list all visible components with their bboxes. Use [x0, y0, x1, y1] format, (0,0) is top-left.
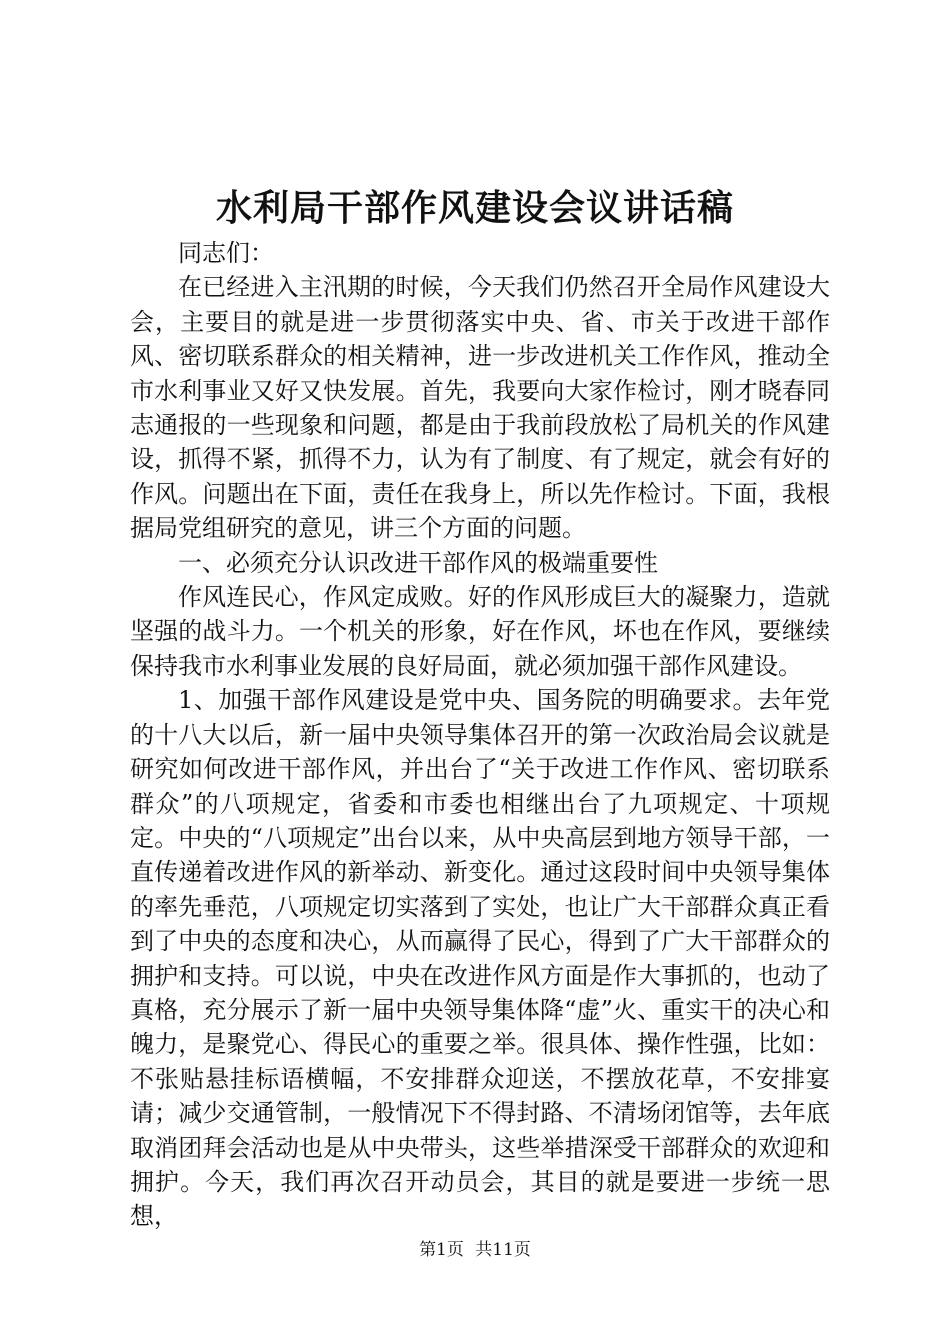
document-body — [130, 236, 830, 1234]
point-1-paragraph: 1、加强干部作风建设是党中央、国务院的明确要求。去年党的十八大以后，新一届中央领导集体召开的第一次政治局会议就是研究如何改进干部作风，并出台了“关于改进工作作风、密切联系群众”的八项规定，省委和市委也相继出台了九项规定、十项规定。中央的“八项规定”出台以来，从中央高层到地方领导干部，一直传递着改进作风的新举动、新变化。通过这段时间中央领导集体的率先垂范，八项规定切实落到了实处，也让广大干部群众真正看到了中央的态度和决心，从而赢得了民心，得到了广大干部群众的拥护和支持。可以说，中央在改进作风方面是作大事抓的，也动了真格，充分展示了新一届中央领导集体降“虚”火、重实干的决心和魄力，是聚党心、得民心的重要之举。很具体、操作性强，比如：不张贴悬挂标语横幅，不安排群众迎送，不摆放花草，不安排宴请；减少交通管制，一般情况下不得封路、不清场闭馆等，去年底取消团拜会活动也是从中央带头，这些举措深受干部群众的欢迎和拥护。今天，我们再次召开动员会，其目的就是要进一步统一思想， — [130, 686, 830, 1231]
section-heading-1: 一、必须充分认识改进干部作风的极端重要性 — [178, 548, 658, 577]
page-footer: 第1页 共11页 — [419, 1240, 531, 1260]
intro-paragraph: 在已经进入主汛期的时候，今天我们仍然召开全局作风建设大会，主要目的就是进一步贯彻落实中央、省、市关于改进干部作风、密切联系群众的相关精神，进一步改进机关工作作风，推动全市水利事业又好又快发展。首先，我要向大家作检讨，刚才晓春同志通报的一些现象和问题，都是由于我前段放松了局机关的作风建设，抓得不紧，抓得不力，认为有了制度、有了规定，就会有好的作风。问题出在下面，责任在我身上，所以先作检讨。下面，我根据局党组研究的意见，讲三个方面的问题。 — [130, 273, 830, 543]
salutation-paragraph: 同志们： — [178, 239, 274, 267]
document-title: 水利局干部作风建设会议讲话稿 — [215, 187, 734, 229]
section-1-paragraph: 作风连民心，作风定成败。好的作风形成巨大的凝聚力，造就坚强的战斗力。一个机关的形象，好在作风，坏也在作风，要继续保持我市水利事业发展的良好局面，就必须加强干部作风建设。 — [130, 583, 830, 680]
